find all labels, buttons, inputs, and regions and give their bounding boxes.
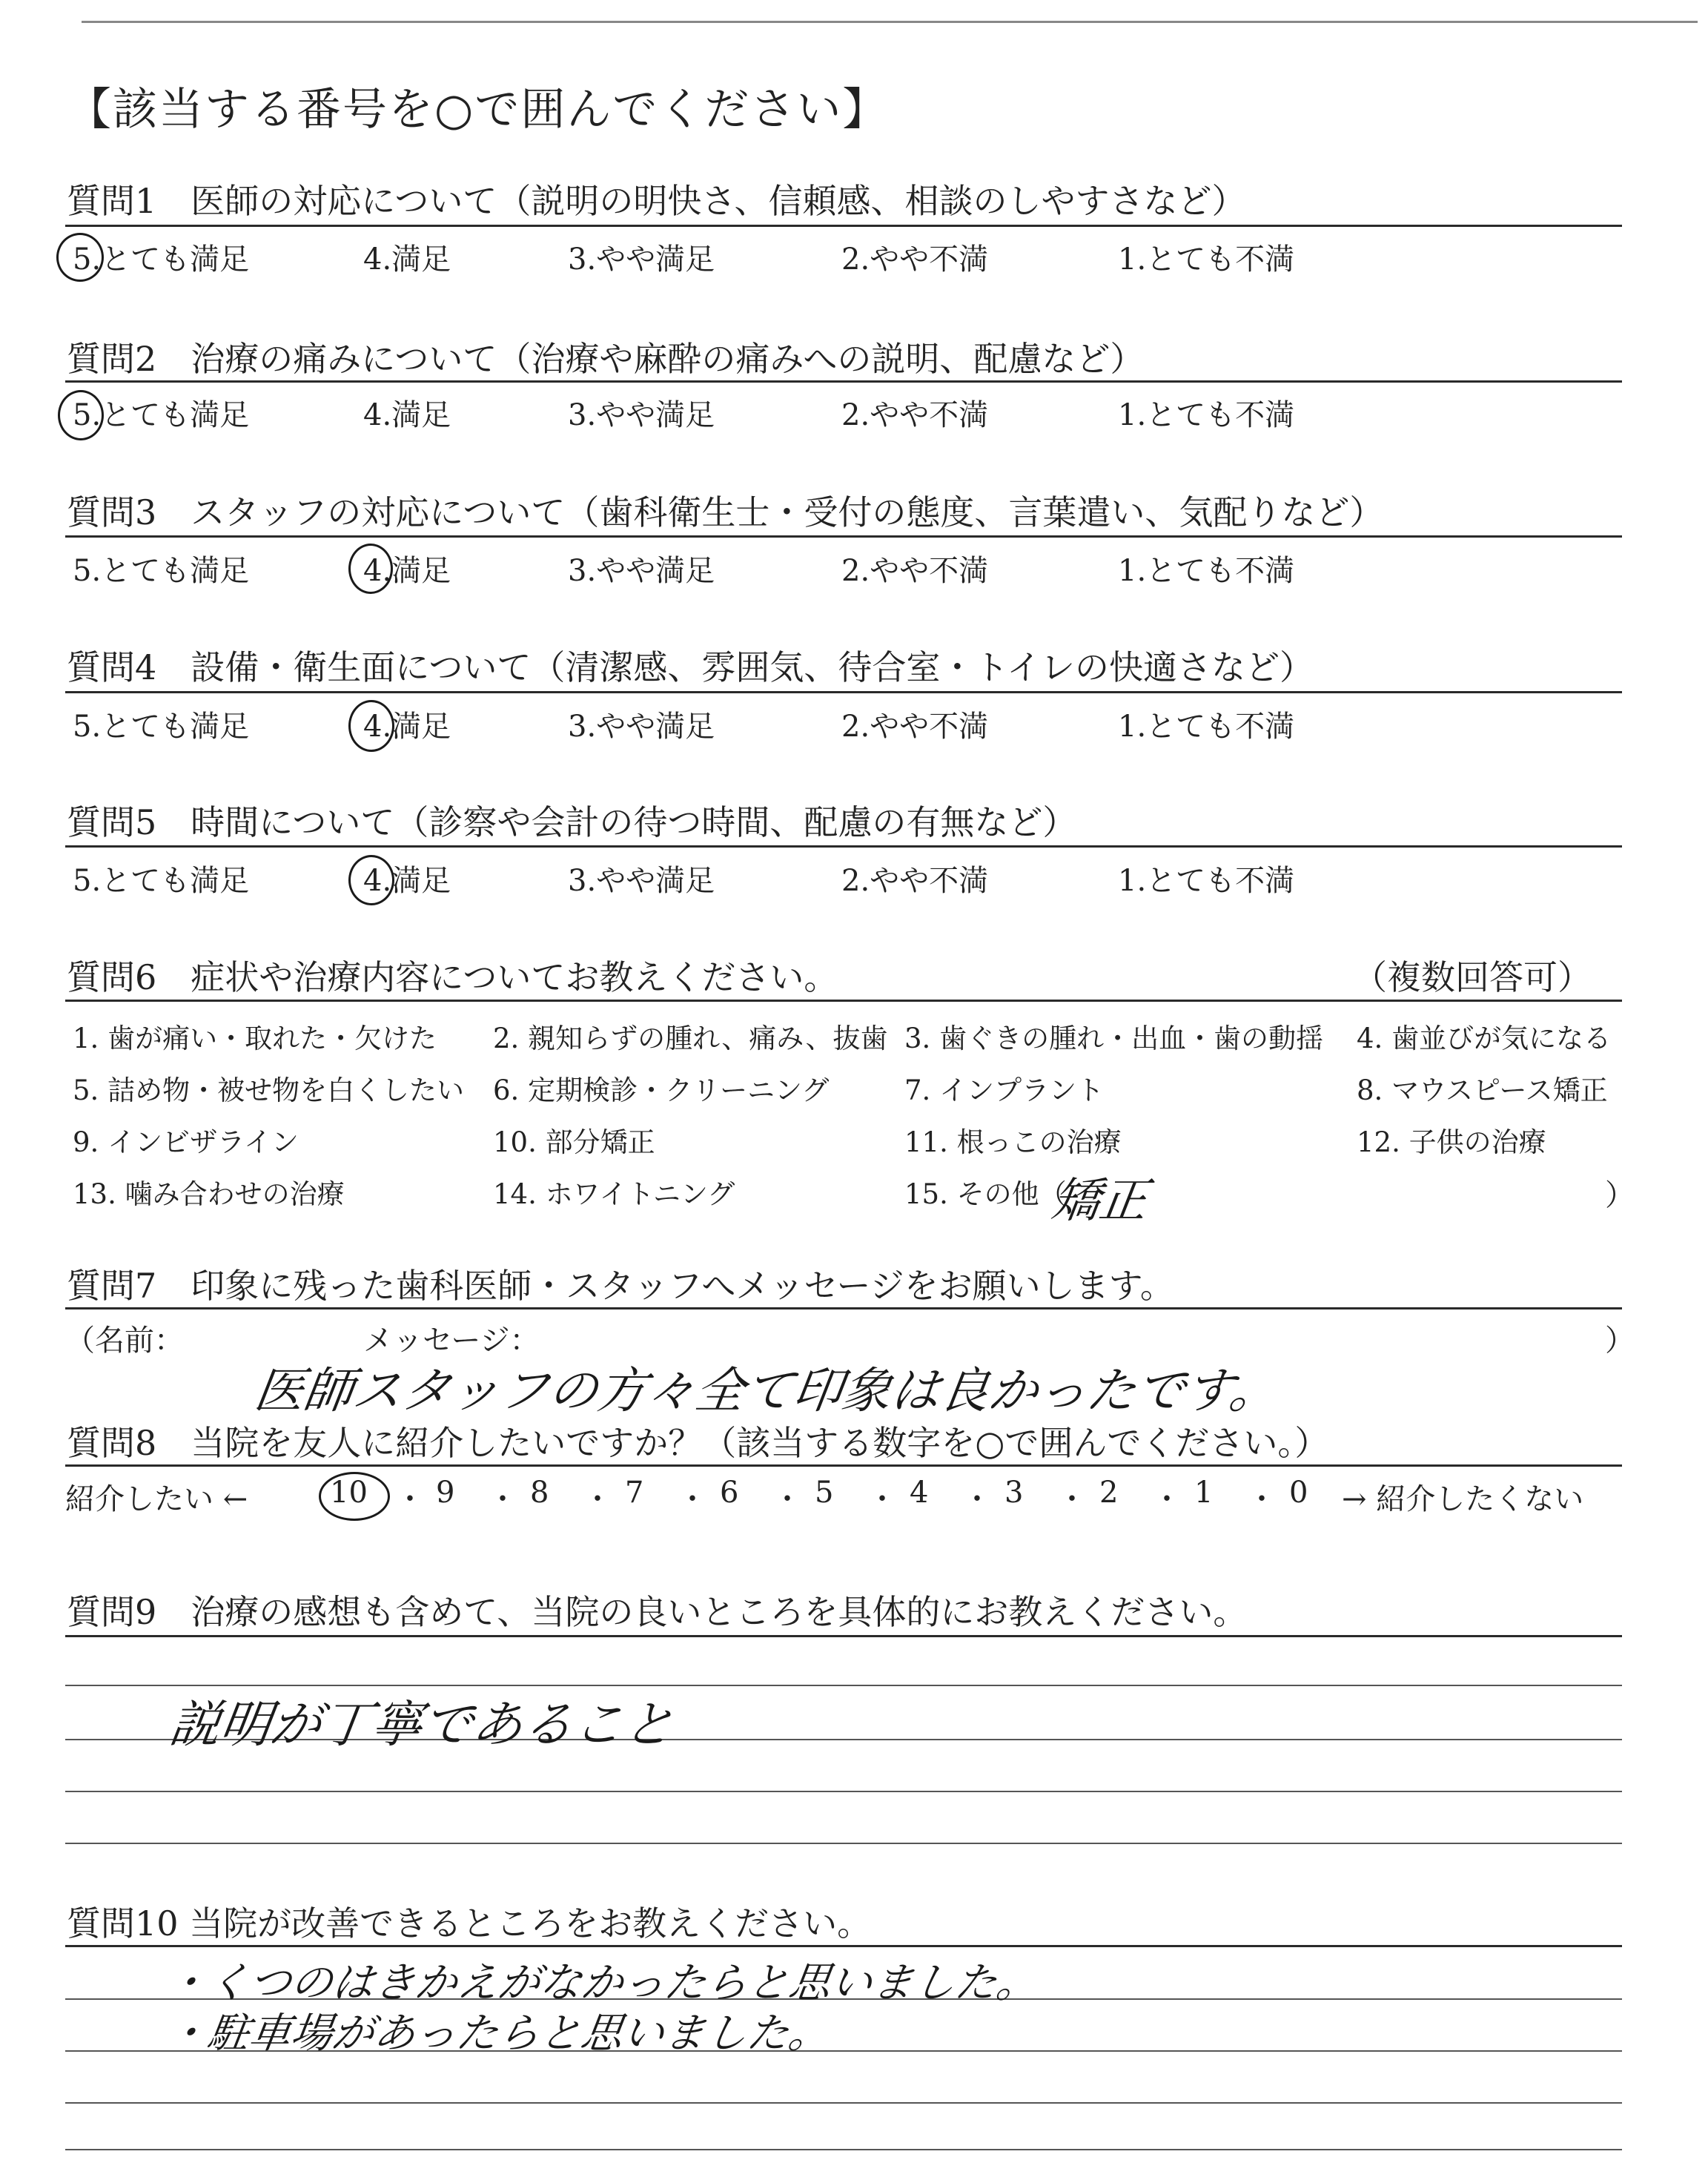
- q5-selection-circle: [348, 855, 394, 905]
- q6-option-6[interactable]: 6. 定期検診・クリーニング: [493, 1074, 830, 1106]
- q4-option-4[interactable]: 4.満足: [363, 710, 451, 744]
- q1-option-2[interactable]: 2.やや不満: [841, 242, 989, 277]
- q8-score-6[interactable]: 6: [720, 1476, 739, 1510]
- q1-selection-circle: [56, 233, 104, 282]
- q6-option-2[interactable]: 2. 親知らずの腫れ、痛み、抜歯: [493, 1023, 888, 1054]
- question-1-rule: [65, 225, 1622, 227]
- q5-option-5[interactable]: 5.とても満足: [73, 864, 250, 898]
- question-6-title: 質問6 症状や治療内容についてお教えください。: [67, 957, 838, 997]
- q8-left-label: 紹介したい ←: [65, 1482, 248, 1516]
- q6-option-5[interactable]: 5. 詰め物・被せ物を白くしたい: [73, 1074, 465, 1106]
- question-9-rule: [65, 1635, 1622, 1637]
- q10-answer-line: [65, 2102, 1622, 2104]
- q1-option-1[interactable]: 1.とても不満: [1118, 242, 1295, 277]
- question-7-rule: [65, 1307, 1622, 1309]
- q6-option-1[interactable]: 1. 歯が痛い・取れた・欠けた: [73, 1023, 437, 1054]
- q6-option-4[interactable]: 4. 歯並びが気になる: [1357, 1023, 1612, 1054]
- q8-selection-circle: [319, 1472, 390, 1521]
- q2-selection-circle: [58, 390, 104, 440]
- question-2-rule: [65, 380, 1622, 383]
- question-8-title: 質問8 当院を友人に紹介したいですか？（該当する数字を○で囲んでください。）: [67, 1423, 1329, 1463]
- q10-answer-1[interactable]: ・くつのはきかえがなかったらと思いました。: [162, 1959, 1042, 2007]
- question-10-rule: [65, 1945, 1622, 1947]
- q6-option-8[interactable]: 8. マウスピース矯正: [1357, 1074, 1608, 1106]
- q8-dot: ・: [962, 1482, 992, 1516]
- q4-option-1[interactable]: 1.とても不満: [1118, 710, 1295, 744]
- q8-dot: ・: [678, 1482, 707, 1516]
- q9-answer[interactable]: 説明が丁寧であること: [165, 1696, 678, 1754]
- scan-top-edge: [82, 21, 1698, 23]
- q3-option-4[interactable]: 4.満足: [363, 554, 451, 588]
- q10-answer-2[interactable]: ・駐車場があったらと思いました。: [162, 2009, 834, 2058]
- q2-option-3[interactable]: 3.やや満足: [568, 398, 715, 432]
- question-3-rule: [65, 535, 1622, 538]
- q6-option-14[interactable]: 14. ホワイトニング: [493, 1178, 735, 1210]
- q8-score-0[interactable]: 0: [1289, 1476, 1308, 1510]
- question-6-note: （複数回答可）: [1353, 957, 1592, 997]
- q6-option-13[interactable]: 13. 噛み合わせの治療: [73, 1178, 345, 1210]
- q6-other-answer: 矯正: [1047, 1174, 1151, 1229]
- q3-option-3[interactable]: 3.やや満足: [568, 554, 715, 588]
- q2-option-1[interactable]: 1.とても不満: [1118, 398, 1295, 432]
- q5-option-1[interactable]: 1.とても不満: [1118, 864, 1295, 898]
- q7-message-label: メッセージ：: [363, 1324, 540, 1358]
- q3-selection-circle: [348, 544, 393, 594]
- q2-option-2[interactable]: 2.やや不満: [841, 398, 989, 432]
- q8-score-3[interactable]: 3: [1004, 1476, 1024, 1510]
- q8-dot: ・: [488, 1482, 517, 1516]
- q4-selection-circle: [348, 700, 394, 752]
- q8-dot: ・: [1247, 1482, 1277, 1516]
- q6-option-3[interactable]: 3. 歯ぐきの腫れ・出血・歯の動揺: [904, 1023, 1324, 1054]
- q9-answer-line: [65, 1843, 1622, 1844]
- q6-option-7[interactable]: 7. インプラント: [904, 1074, 1105, 1106]
- q8-score-5[interactable]: 5: [815, 1476, 834, 1510]
- question-5-title: 質問5 時間について（診察や会計の待つ時間、配慮の有無など）: [67, 802, 1077, 842]
- form-header: 【該当する番号を○で囲んでください】: [67, 84, 889, 136]
- q8-score-2[interactable]: 2: [1099, 1476, 1119, 1510]
- q8-score-8[interactable]: 8: [530, 1476, 549, 1510]
- q6-option-9[interactable]: 9. インビザライン: [73, 1126, 299, 1158]
- question-6-rule: [65, 1000, 1622, 1002]
- q5-option-2[interactable]: 2.やや不満: [841, 864, 989, 898]
- question-1-title: 質問1 医師の対応について（説明の明快さ、信頼感、相談のしやすさなど）: [67, 181, 1246, 221]
- question-9-title: 質問9 治療の感想も含めて、当院の良いところを具体的にお教えください。: [67, 1592, 1248, 1632]
- q3-option-5[interactable]: 5.とても満足: [73, 554, 250, 588]
- question-8-rule: [65, 1464, 1622, 1467]
- q8-dot: ・: [772, 1482, 802, 1516]
- q8-score-4[interactable]: 4: [910, 1476, 929, 1510]
- q8-dot: ・: [1152, 1482, 1182, 1516]
- q6-option-11[interactable]: 11. 根っこの治療: [904, 1126, 1122, 1158]
- q8-score-1[interactable]: 1: [1194, 1476, 1214, 1510]
- q7-name-label: （名前：: [65, 1324, 184, 1358]
- q6-option-10[interactable]: 10. 部分矯正: [493, 1126, 655, 1158]
- question-4-title: 質問4 設備・衛生面について（清潔感、雰囲気、待合室・トイレの快適さなど）: [67, 647, 1314, 687]
- q4-option-2[interactable]: 2.やや不満: [841, 710, 989, 744]
- q4-option-3[interactable]: 3.やや満足: [568, 710, 715, 744]
- q5-option-3[interactable]: 3.やや満足: [568, 864, 715, 898]
- q4-option-5[interactable]: 5.とても満足: [73, 710, 250, 744]
- q8-score-10[interactable]: 10: [330, 1476, 368, 1510]
- q8-dot: ・: [867, 1482, 897, 1516]
- q1-option-3[interactable]: 3.やや満足: [568, 242, 715, 277]
- q8-dot: ・: [1057, 1482, 1087, 1516]
- q3-option-2[interactable]: 2.やや不満: [841, 554, 989, 588]
- q7-close-paren: ）: [1605, 1324, 1635, 1358]
- q2-option-5[interactable]: 5.とても満足: [73, 398, 250, 432]
- q8-right-label: → 紹介したくない: [1342, 1482, 1584, 1516]
- q3-option-1[interactable]: 1.とても不満: [1118, 554, 1295, 588]
- q5-option-4[interactable]: 4.満足: [363, 864, 451, 898]
- q6-option-15[interactable]: 15. その他（: [904, 1178, 1067, 1210]
- q8-dot: ・: [395, 1482, 425, 1516]
- q8-dot: ・: [583, 1482, 612, 1516]
- q6-option-12[interactable]: 12. 子供の治療: [1357, 1126, 1546, 1158]
- q8-score-9[interactable]: 9: [436, 1476, 455, 1510]
- q9-answer-line: [65, 1791, 1622, 1792]
- question-2-title: 質問2 治療の痛みについて（治療や麻酔の痛みへの説明、配慮など）: [67, 339, 1145, 379]
- question-3-title: 質問3 スタッフの対応について（歯科衛生士・受付の態度、言葉遣い、気配りなど）: [67, 492, 1384, 532]
- q6-other-close-paren: ）: [1605, 1178, 1635, 1212]
- question-4-rule: [65, 691, 1622, 693]
- question-10-title: 質問10 当院が改善できるところをお教えください。: [67, 1903, 872, 1943]
- q8-score-7[interactable]: 7: [625, 1476, 644, 1510]
- q10-answer-line: [65, 2149, 1622, 2150]
- q1-option-5[interactable]: 5.とても満足: [73, 242, 250, 277]
- question-7-title: 質問7 印象に残った歯科医師・スタッフへメッセージをお願いします。: [67, 1266, 1174, 1306]
- q2-option-4[interactable]: 4.満足: [363, 398, 451, 432]
- question-5-rule: [65, 845, 1622, 848]
- q1-option-4[interactable]: 4.満足: [363, 242, 451, 277]
- q7-message-answer[interactable]: 医師スタッフの方々全て印象は良かったです。: [251, 1362, 1283, 1419]
